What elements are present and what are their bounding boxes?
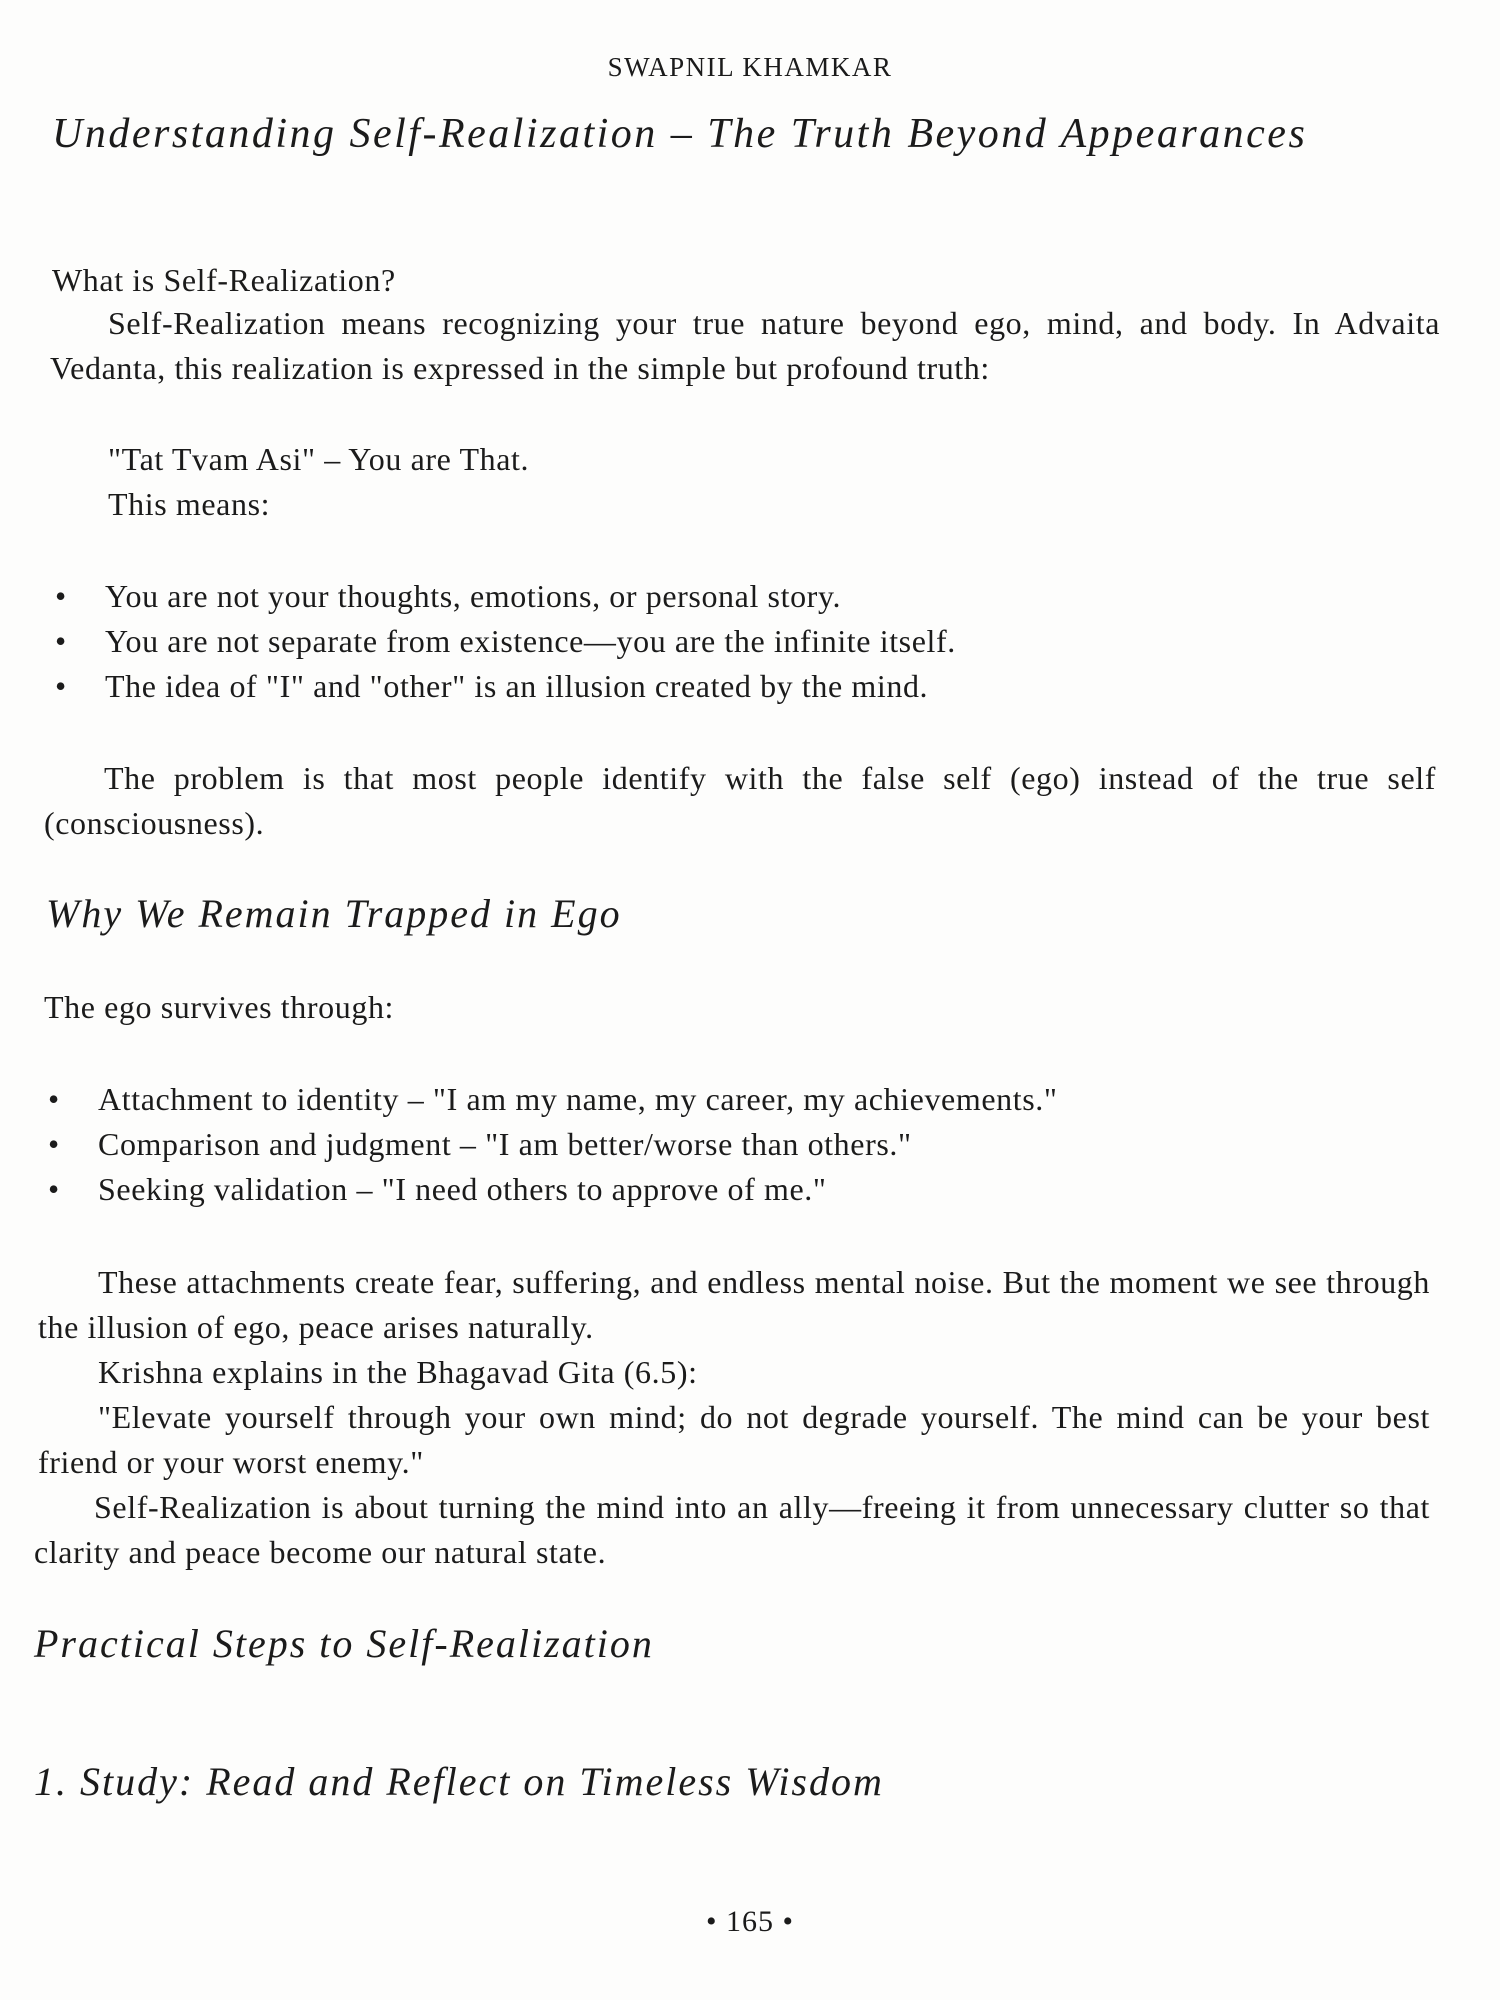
list-item [55, 574, 1445, 619]
bullet-dot: • [48, 1171, 60, 1207]
section-heading-ego: Why We Remain Trapped in Ego [46, 891, 622, 936]
paragraph-problem: The problem is that most people identify with the false self (ego) instead of the true self (consciousness). [44, 760, 1436, 841]
list-item [48, 1122, 1448, 1167]
running-head: SWAPNIL KHAMKAR [607, 52, 893, 82]
bullet-dot: • [48, 1081, 60, 1117]
bullet-dot: • [55, 668, 67, 704]
bullet-dot: • [48, 1126, 60, 1162]
list-item-text: The idea of "I" and "other" is an illusion created by the mind. [105, 668, 929, 704]
bullet-dot: • [55, 623, 67, 659]
gita-quote: "Elevate yourself through your own mind; do not degrade yourself. The mind can be your best friend or your worst enemy." [38, 1399, 1430, 1480]
paragraph-definition: Self-Realization means recognizing your true nature beyond ego, mind, and body. In Advaita Vedanta, this realization is expressed in the simple but profound truth: [50, 305, 1440, 386]
list-item-text: Comparison and judgment – "I am better/worse than others." [98, 1126, 912, 1162]
paragraph-attachments: These attachments create fear, suffering, and endless mental noise. But the moment we see through the illusion of ego, peace arises naturally. [38, 1264, 1430, 1345]
list-item-text: Seeking validation – "I need others to approve of me." [98, 1171, 827, 1207]
list-item [55, 619, 1445, 664]
list-item-text: You are not separate from existence—you are the infinite itself. [105, 623, 956, 659]
list-item-text: Attachment to identity – "I am my name, my career, my achievements." [98, 1081, 1058, 1117]
list-item [48, 1167, 1448, 1212]
paragraph-ally: Self-Realization is about turning the mind into an ally—freeing it from unnecessary clutter so that clarity and peace become our natural state. [34, 1489, 1430, 1570]
truth-bullet-list [55, 574, 1445, 709]
chapter-title: Understanding Self-Realization – The Truth Beyond Appearances [52, 111, 1308, 157]
question-heading: What is Self-Realization? [52, 262, 396, 298]
list-item-text: You are not your thoughts, emotions, or personal story. [105, 578, 842, 614]
this-means-label: This means: [108, 486, 271, 522]
page-number: • 165 • [705, 1905, 794, 1938]
list-item [55, 664, 1445, 709]
tat-tvam-asi-quote: "Tat Tvam Asi" – You are That. [108, 441, 530, 477]
section-heading-practical: Practical Steps to Self-Realization [34, 1621, 654, 1666]
krishna-line: Krishna explains in the Bhagavad Gita (6.5): [98, 1354, 698, 1390]
step-heading-study: 1. Study: Read and Reflect on Timeless Wisdom [34, 1759, 884, 1804]
ego-intro: The ego survives through: [44, 989, 395, 1025]
ego-bullet-list [48, 1077, 1448, 1212]
list-item [48, 1077, 1448, 1122]
bullet-dot: • [55, 578, 67, 614]
